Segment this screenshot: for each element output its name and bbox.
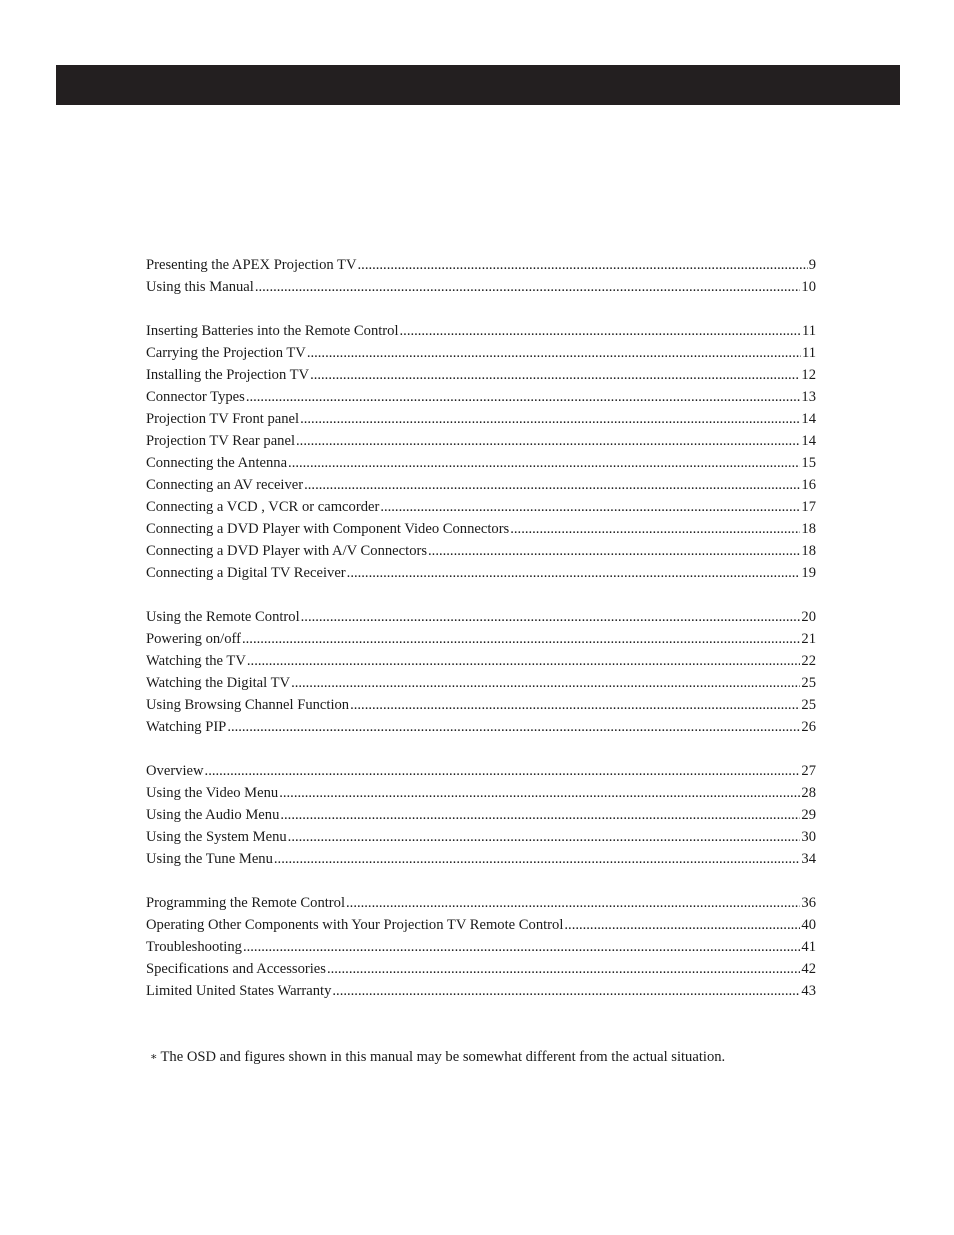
- toc-entry[interactable]: [146, 782, 816, 804]
- toc-leader: [428, 540, 800, 562]
- toc-entry-page: 14: [801, 433, 816, 449]
- header-bar: [56, 65, 900, 105]
- toc-entry[interactable]: [146, 914, 816, 936]
- toc-leader: [246, 386, 801, 408]
- toc-entry-title: Connecting a VCD , VCR or camcorder: [146, 499, 380, 515]
- toc-leader: [358, 254, 808, 276]
- toc-entry-page: 11: [801, 345, 816, 361]
- toc-section: [146, 760, 816, 870]
- toc-entry-page: 14: [801, 411, 816, 427]
- toc-entry-title: Installing the Projection TV: [146, 367, 310, 383]
- toc-leader: [327, 958, 800, 980]
- toc-entry-title: Connecting a DVD Player with A/V Connectors: [146, 543, 428, 559]
- toc-entry-title: Watching the Digital TV: [146, 675, 291, 691]
- toc-leader: [280, 804, 800, 826]
- toc-section: [146, 892, 816, 1002]
- toc-leader: [288, 452, 800, 474]
- toc-entry-page: 19: [801, 565, 816, 581]
- toc-entry[interactable]: [146, 562, 816, 584]
- toc-entry-page: 18: [801, 543, 816, 559]
- toc-entry-title: Operating Other Components with Your Projection TV Remote Control: [146, 917, 564, 933]
- toc-entry-title: Limited United States Warranty: [146, 983, 332, 999]
- toc-section: [146, 320, 816, 584]
- toc-entry-page: 29: [801, 807, 816, 823]
- toc-entry[interactable]: [146, 606, 816, 628]
- toc-leader: [307, 342, 801, 364]
- toc-entry[interactable]: [146, 804, 816, 826]
- toc-entry-page: 25: [801, 697, 816, 713]
- toc-leader: [346, 892, 800, 914]
- toc-entry-title: Connecting an AV receiver: [146, 477, 304, 493]
- footnote-text: The OSD and figures shown in this manual may be somewhat different from the actual situation.: [160, 1049, 726, 1065]
- toc-entry[interactable]: [146, 342, 816, 364]
- toc-entry[interactable]: [146, 254, 816, 276]
- toc-entry[interactable]: [146, 650, 816, 672]
- toc-leader: [301, 606, 801, 628]
- toc-entry[interactable]: [146, 386, 816, 408]
- toc-entry-page: 27: [801, 763, 816, 779]
- toc-entry-title: Using the Remote Control: [146, 609, 300, 625]
- toc-leader: [310, 364, 800, 386]
- toc-entry-page: 21: [801, 631, 816, 647]
- toc-entry-title: Specifications and Accessories: [146, 961, 326, 977]
- toc-entry[interactable]: [146, 408, 816, 430]
- toc-entry[interactable]: [146, 320, 816, 342]
- toc-entry-title: Watching PIP: [146, 719, 227, 735]
- toc-leader: [510, 518, 800, 540]
- toc-leader: [350, 694, 800, 716]
- toc-entry[interactable]: [146, 474, 816, 496]
- toc-leader: [291, 672, 800, 694]
- toc-entry-title: Presenting the APEX Projection TV: [146, 257, 357, 273]
- footnote-mark: ∗: [150, 1051, 158, 1063]
- toc-entry[interactable]: [146, 980, 816, 1002]
- toc-leader: [347, 562, 801, 584]
- toc-entry-page: 28: [801, 785, 816, 801]
- toc-leader: [380, 496, 800, 518]
- toc-entry-title: Connecting the Antenna: [146, 455, 288, 471]
- toc-section: [146, 254, 816, 298]
- toc-entry-page: 13: [801, 389, 816, 405]
- toc-entry[interactable]: [146, 276, 816, 298]
- toc-entry-page: 11: [801, 323, 816, 339]
- toc-entry-page: 42: [801, 961, 816, 977]
- toc-entry-title: Connecting a Digital TV Receiver: [146, 565, 346, 581]
- toc-entry-page: 25: [801, 675, 816, 691]
- toc-leader: [332, 980, 800, 1002]
- toc-entry-title: Using Browsing Channel Function: [146, 697, 350, 713]
- toc-entry-page: 36: [801, 895, 816, 911]
- toc-entry-page: 10: [801, 279, 816, 295]
- toc-entry[interactable]: [146, 892, 816, 914]
- toc-entry-page: 9: [808, 257, 816, 273]
- toc-entry-page: 43: [801, 983, 816, 999]
- toc-leader: [247, 650, 801, 672]
- toc-entry[interactable]: [146, 430, 816, 452]
- toc-leader: [279, 782, 800, 804]
- toc-entry-page: 20: [801, 609, 816, 625]
- footnote: [150, 1046, 850, 1068]
- toc-entry-page: 17: [801, 499, 816, 515]
- toc-entry[interactable]: [146, 958, 816, 980]
- toc-entry-title: Troubleshooting: [146, 939, 242, 955]
- toc-leader: [227, 716, 800, 738]
- toc-entry[interactable]: [146, 936, 816, 958]
- toc-entry[interactable]: [146, 848, 816, 870]
- toc-entry[interactable]: [146, 672, 816, 694]
- toc-leader: [274, 848, 801, 870]
- toc-entry[interactable]: [146, 496, 816, 518]
- toc-section: [146, 606, 816, 738]
- table-of-contents: [146, 254, 816, 1024]
- toc-entry-title: Using the System Menu: [146, 829, 287, 845]
- toc-entry-page: 12: [801, 367, 816, 383]
- toc-entry-title: Watching the TV: [146, 653, 246, 669]
- toc-leader: [243, 936, 800, 958]
- toc-entry-page: 40: [801, 917, 816, 933]
- toc-entry-title: Using the Audio Menu: [146, 807, 280, 823]
- toc-leader: [242, 628, 800, 650]
- toc-entry-title: Using this Manual: [146, 279, 254, 295]
- toc-leader: [304, 474, 800, 496]
- toc-entry[interactable]: [146, 452, 816, 474]
- toc-entry[interactable]: [146, 364, 816, 386]
- toc-entry-page: 26: [801, 719, 816, 735]
- toc-entry[interactable]: [146, 540, 816, 562]
- toc-leader: [400, 320, 801, 342]
- toc-leader: [564, 914, 800, 936]
- toc-entry[interactable]: [146, 694, 816, 716]
- toc-entry-title: Using the Tune Menu: [146, 851, 273, 867]
- toc-entry-page: 34: [801, 851, 816, 867]
- toc-entry[interactable]: [146, 716, 816, 738]
- toc-entry[interactable]: [146, 628, 816, 650]
- toc-entry-page: 15: [801, 455, 816, 471]
- toc-leader: [255, 276, 801, 298]
- toc-entry-title: Powering on/off: [146, 631, 241, 647]
- toc-entry-page: 30: [801, 829, 816, 845]
- toc-entry-title: Using the Video Menu: [146, 785, 279, 801]
- toc-entry-page: 18: [801, 521, 816, 537]
- toc-entry-title: Projection TV Rear panel: [146, 433, 296, 449]
- toc-entry-title: Overview: [146, 763, 204, 779]
- toc-leader: [296, 430, 800, 452]
- toc-leader: [300, 408, 800, 430]
- toc-entry-page: 41: [801, 939, 816, 955]
- toc-entry-title: Carrying the Projection TV: [146, 345, 306, 361]
- toc-entry-title: Connecting a DVD Player with Component Video Connectors: [146, 521, 510, 537]
- toc-entry[interactable]: [146, 760, 816, 782]
- toc-entry[interactable]: [146, 518, 816, 540]
- toc-leader: [205, 760, 801, 782]
- toc-entry-title: Projection TV Front panel: [146, 411, 300, 427]
- toc-entry-title: Programming the Remote Control: [146, 895, 346, 911]
- toc-leader: [288, 826, 801, 848]
- toc-entry-title: Inserting Batteries into the Remote Control: [146, 323, 399, 339]
- toc-entry-page: 22: [801, 653, 816, 669]
- toc-entry[interactable]: [146, 826, 816, 848]
- toc-entry-title: Connector Types: [146, 389, 245, 405]
- toc-entry-page: 16: [801, 477, 816, 493]
